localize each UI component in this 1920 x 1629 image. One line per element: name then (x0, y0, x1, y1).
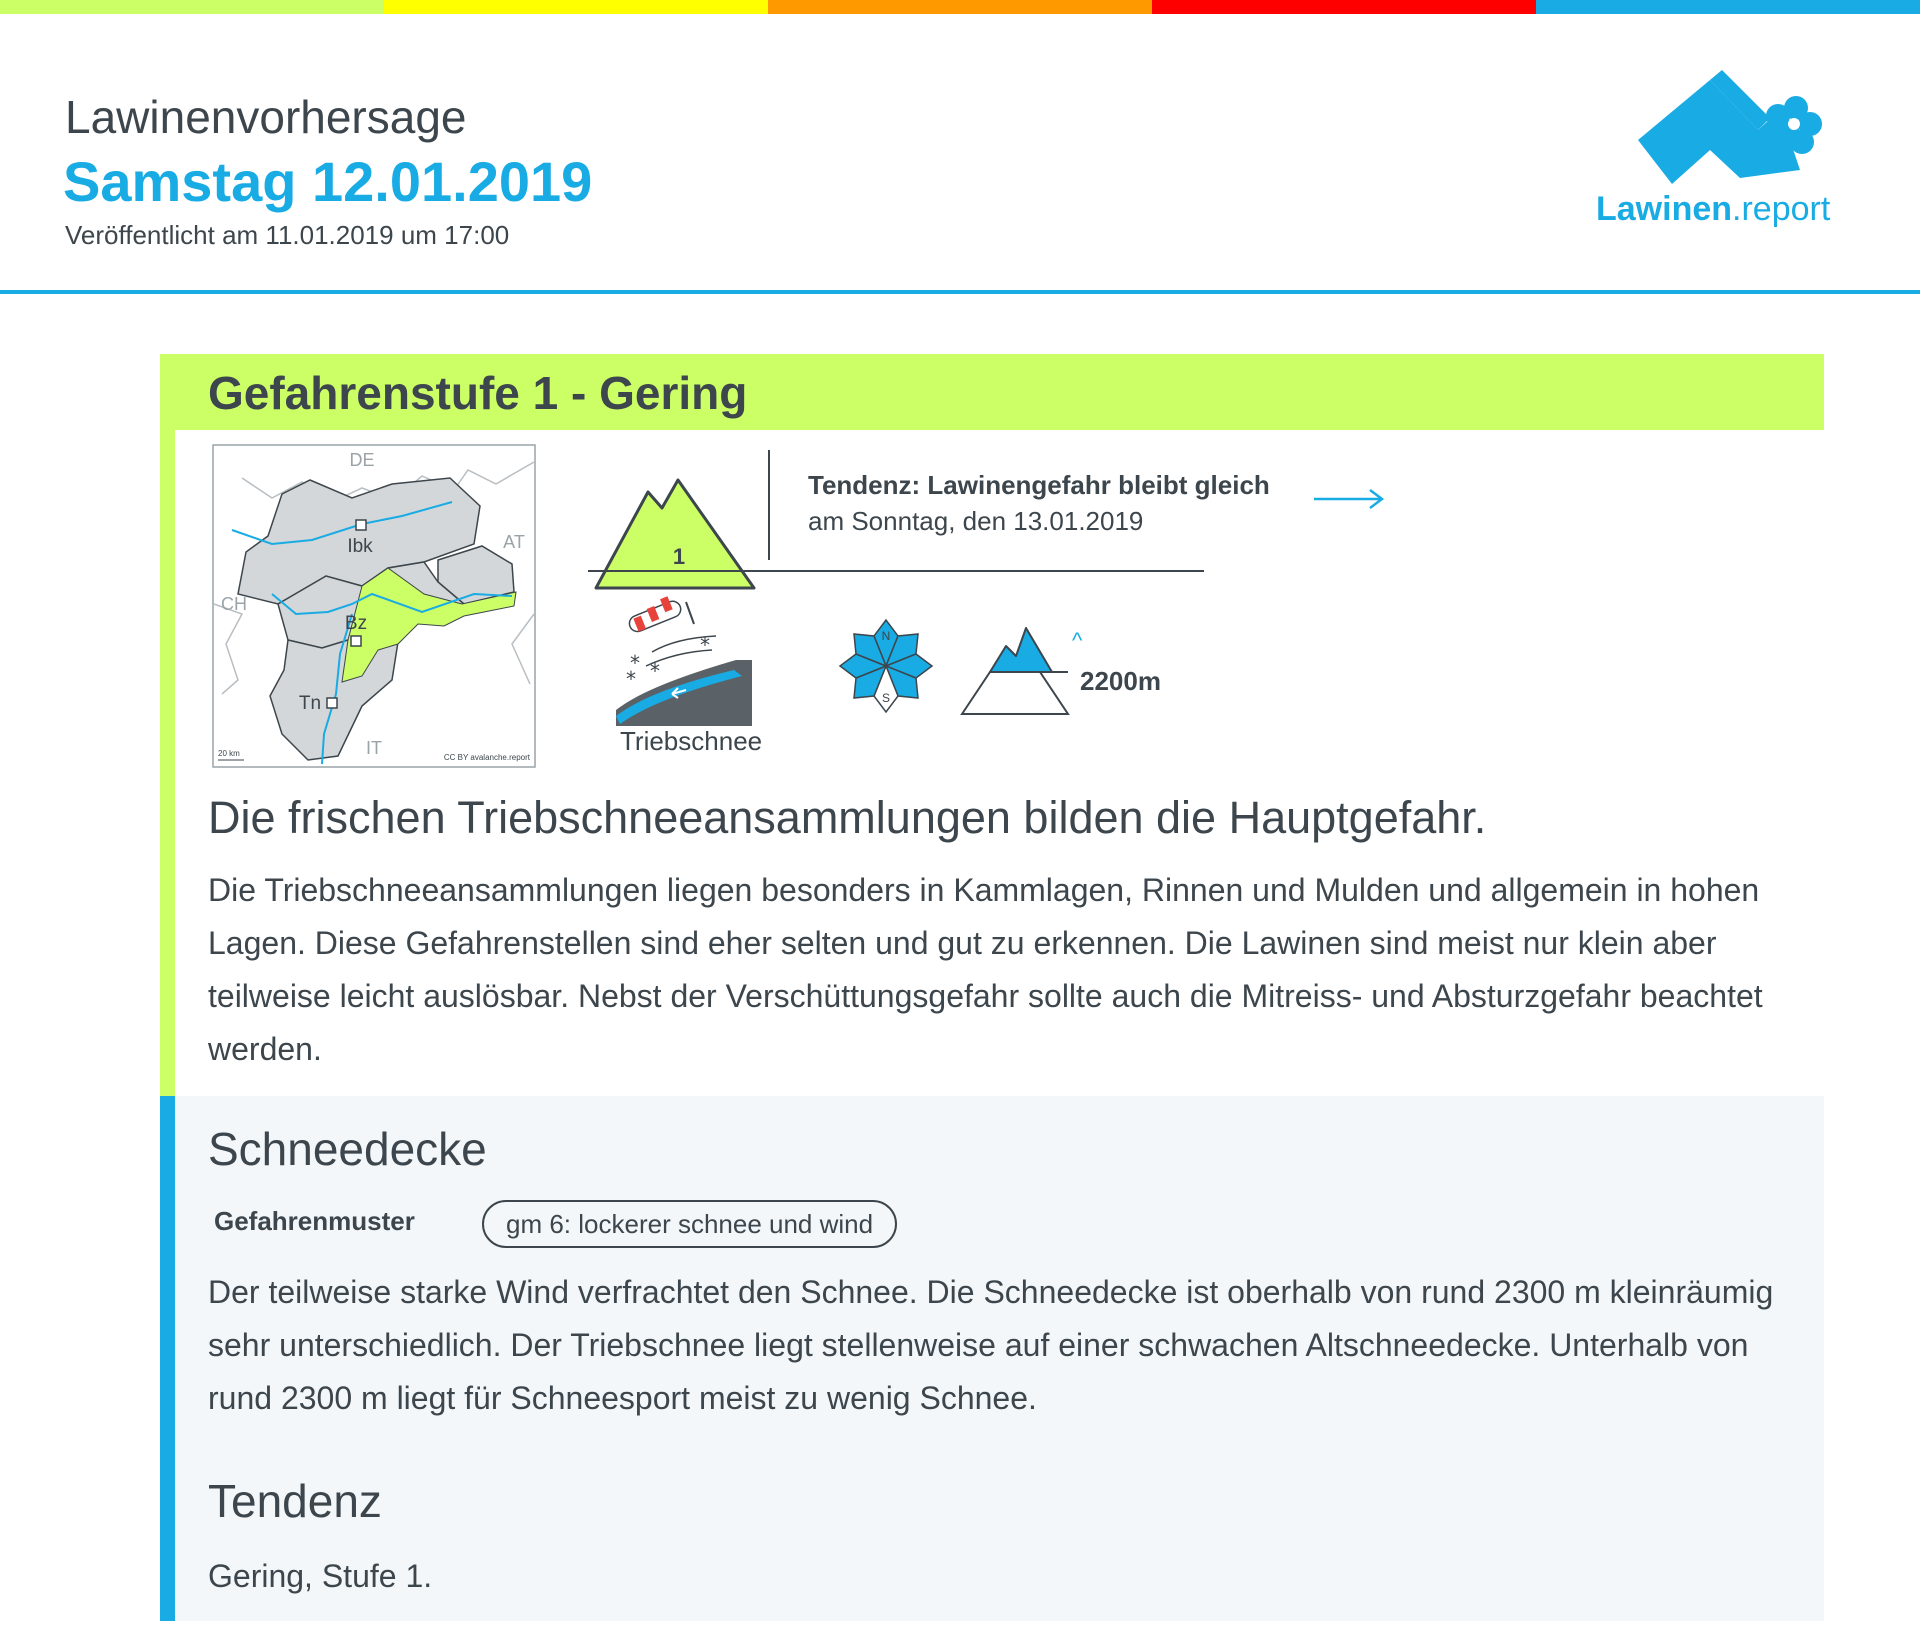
region-map[interactable] (212, 444, 536, 768)
danger-pattern-label: Gefahrenmuster (214, 1206, 415, 1236)
tendency-text: Gering, Stufe 1. (208, 1558, 433, 1594)
header (0, 14, 1920, 294)
danger-pattern-badge[interactable]: gm 6: lockerer schnee und wind (482, 1200, 897, 1248)
problem-label: Triebschnee (620, 726, 763, 756)
danger-highlight: Die frischen Triebschneeansammlungen bilden die Hauptgefahr. (208, 792, 1487, 843)
svg-text:*: * (630, 651, 640, 675)
scale-color-3 (768, 0, 1152, 14)
avalanche-activity-text: Die Triebschneeansammlungen liegen besonders in Kammlagen, Rinnen und Mulden und allgemein in hohen Lagen. Diese Gefahrenstellen sind eher selten und gut zu erkennen. Die Lawinen sind meist nur klein aber teilweise leicht auslösbar. Nebst der Verschüttungsgefahr sollte auch die Mitreiss- und Absturzgefahr beachtet werden. (208, 872, 1763, 1067)
svg-text:S: S (881, 691, 891, 705)
svg-text:*: * (650, 659, 660, 683)
header-date: Samstag 12.01.2019 (63, 150, 593, 213)
svg-text:CC BY avalanche.report: CC BY avalanche.report (443, 753, 530, 762)
danger-level-title: Gefahrenstufe 1 - Gering (208, 367, 748, 419)
wind-slab-icon (616, 590, 752, 726)
logo-text[interactable]: Lawinen.report (1596, 190, 1831, 228)
arrow-right-icon (1310, 484, 1390, 514)
scale-color-1 (0, 0, 384, 14)
svg-text:AT: AT (503, 532, 525, 552)
svg-text:N: N (881, 629, 891, 643)
svg-text:Ibk: Ibk (347, 536, 373, 557)
danger-scale-bar (0, 0, 1920, 14)
svg-text:Bz: Bz (344, 613, 368, 634)
bulletin-card (160, 354, 1824, 1619)
svg-text:20 km: 20 km (218, 749, 240, 758)
svg-text:DE: DE (349, 450, 375, 470)
svg-text:IT: IT (366, 738, 382, 758)
snowpack-stripe (160, 1096, 175, 1621)
scale-color-2 (384, 0, 768, 14)
danger-level-stripe (160, 354, 175, 1096)
tendency-heading: Tendenz (208, 1475, 382, 1527)
danger-level-band (160, 354, 1824, 430)
aspect-rose-icon (836, 616, 936, 716)
header-subtitle: Lawinenvorhersage (65, 91, 467, 143)
tendency-title: Tendenz: Lawinengefahr bleibt gleich (808, 470, 1270, 500)
danger-level-1-icon (590, 454, 760, 594)
snowpack-text: Der teilweise starke Wind verfrachtet den Schnee. Die Schneedecke ist oberhalb von rund 2300 m kleinräumig sehr unterschiedlich. Der Triebschnee liegt stellenweise auf einer schwachen Altschneedecke. Unterhalb von rund 2300 m liegt für Schneesport meist zu wenig Schnee. (208, 1274, 1774, 1416)
snowpack-heading: Schneedecke (208, 1123, 487, 1175)
elevation-above-icon: ^ (1072, 628, 1083, 653)
svg-text:*: * (626, 667, 636, 691)
scale-color-4 (1152, 0, 1536, 14)
section-divider (588, 570, 1204, 572)
elevation-label: 2200m (1080, 666, 1161, 696)
elevation-icon (960, 622, 1070, 716)
svg-text:1: 1 (672, 544, 686, 569)
svg-text:Tn: Tn (298, 693, 322, 714)
published-date: Veröffentlicht am 11.01.2019 um 17:00 (65, 220, 510, 250)
svg-text:CH: CH (221, 594, 247, 614)
svg-text:*: * (700, 633, 710, 657)
tendency-date: am Sonntag, den 13.01.2019 (808, 506, 1144, 536)
scale-color-5 (1536, 0, 1920, 14)
tendency-divider (768, 450, 770, 560)
